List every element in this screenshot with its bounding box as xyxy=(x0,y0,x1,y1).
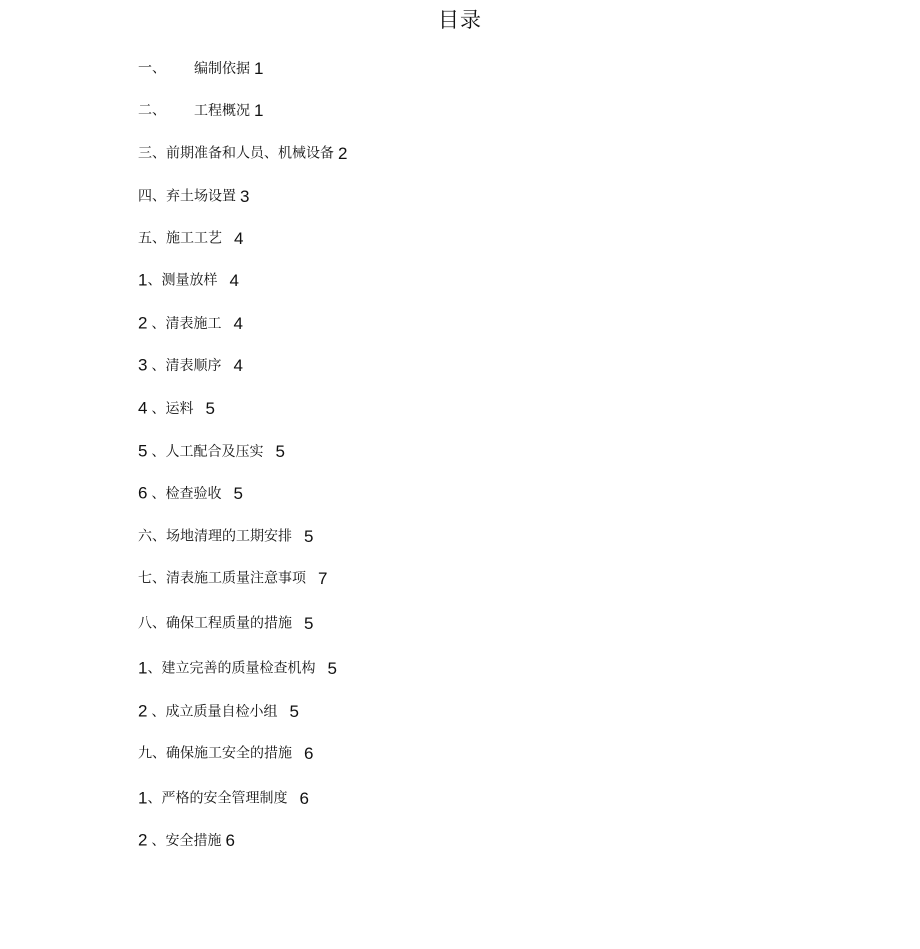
toc-entry-number: 1 xyxy=(138,788,148,808)
toc-entry-text: 、严格的安全管理制度 xyxy=(147,790,288,807)
toc-entry-number: 5 xyxy=(138,441,148,461)
toc-entry xyxy=(138,313,243,333)
toc-entry-page: 5 xyxy=(205,398,215,418)
toc-entry xyxy=(138,441,285,461)
toc-entry-text: 、人工配合及压实 xyxy=(151,443,264,460)
toc-entry xyxy=(138,788,309,808)
toc-entry-text: 四、弃土场设置 xyxy=(138,188,236,205)
toc-entry-text: 三、前期准备和人员、机械设备 xyxy=(138,145,334,162)
toc-entry xyxy=(138,613,313,633)
toc-entry-page: 4 xyxy=(233,355,243,375)
toc-entry xyxy=(138,658,337,678)
toc-entry xyxy=(138,270,239,290)
toc-entry-text: 、清表施工 xyxy=(151,315,222,332)
toc-entry-number: 4 xyxy=(138,398,148,418)
toc-entry-number: 6 xyxy=(138,483,148,503)
toc-entry-text: 、运料 xyxy=(151,400,194,417)
toc-entry-number: 2 xyxy=(138,701,148,721)
toc-entry-text: 、安全措施 xyxy=(151,832,222,849)
toc-entry-page: 4 xyxy=(234,228,244,248)
toc-entry-text: 、测量放样 xyxy=(147,272,218,289)
toc-entry-text: 、清表顺序 xyxy=(151,357,222,374)
toc-entry-text: 、建立完善的质量检查机构 xyxy=(147,660,316,677)
toc-entry xyxy=(138,743,313,763)
toc-entry xyxy=(138,228,243,248)
toc-entry-page: 5 xyxy=(275,441,285,461)
toc-entry-text: 七、清表施工质量注意事项 xyxy=(138,570,306,587)
toc-entry xyxy=(138,100,263,120)
toc-entry-number: 2 xyxy=(138,313,148,333)
toc-entry-number: 1 xyxy=(138,658,148,678)
toc-entry xyxy=(138,526,313,546)
toc-entry xyxy=(138,398,215,418)
toc-entry-text: 、检查验收 xyxy=(151,485,222,502)
toc-entry-text: 六、场地清理的工期安排 xyxy=(138,528,292,545)
toc-entry-number: 3 xyxy=(138,355,148,375)
toc-entry-page: 2 xyxy=(338,143,348,163)
toc-entry-page: 4 xyxy=(229,270,239,290)
toc-entry-page: 5 xyxy=(304,613,314,633)
toc-entry-page: 1 xyxy=(254,100,264,120)
toc-entry-text: 工程概况 xyxy=(194,102,250,119)
toc-entry-page: 5 xyxy=(289,701,299,721)
toc-entry xyxy=(138,143,347,163)
toc-entry xyxy=(138,483,243,503)
toc-entry-number: 1 xyxy=(138,270,148,290)
toc-entry-page: 5 xyxy=(327,658,337,678)
toc-entry-page: 6 xyxy=(225,830,235,850)
toc-entry-page: 1 xyxy=(254,58,264,78)
toc-entry xyxy=(138,186,249,206)
toc-entry-page: 5 xyxy=(304,526,314,546)
toc-entry-number: 2 xyxy=(138,830,148,850)
toc-entry-prefix: 一、 xyxy=(138,60,166,77)
toc-entry-page: 6 xyxy=(304,743,314,763)
toc-entry-text: 八、确保工程质量的措施 xyxy=(138,615,292,632)
toc-entry xyxy=(138,58,263,78)
toc-entry xyxy=(138,830,235,850)
toc-entry xyxy=(138,701,299,721)
toc-entry-text: 编制依据 xyxy=(194,60,250,77)
toc-entry-prefix: 二、 xyxy=(138,102,166,119)
page-title: 目录 xyxy=(438,8,482,32)
toc-entry xyxy=(138,355,243,375)
toc-entry-page: 6 xyxy=(299,788,309,808)
toc-entry-page: 3 xyxy=(240,186,250,206)
toc-entry-text: 九、确保施工安全的措施 xyxy=(138,745,292,762)
toc-entry-page: 7 xyxy=(318,568,328,588)
toc-entry-page: 5 xyxy=(233,483,243,503)
toc-entry-text: 、成立质量自检小组 xyxy=(151,703,278,720)
toc-entry-page: 4 xyxy=(233,313,243,333)
toc-entry xyxy=(138,568,327,588)
toc-entry-text: 五、施工工艺 xyxy=(138,230,222,247)
